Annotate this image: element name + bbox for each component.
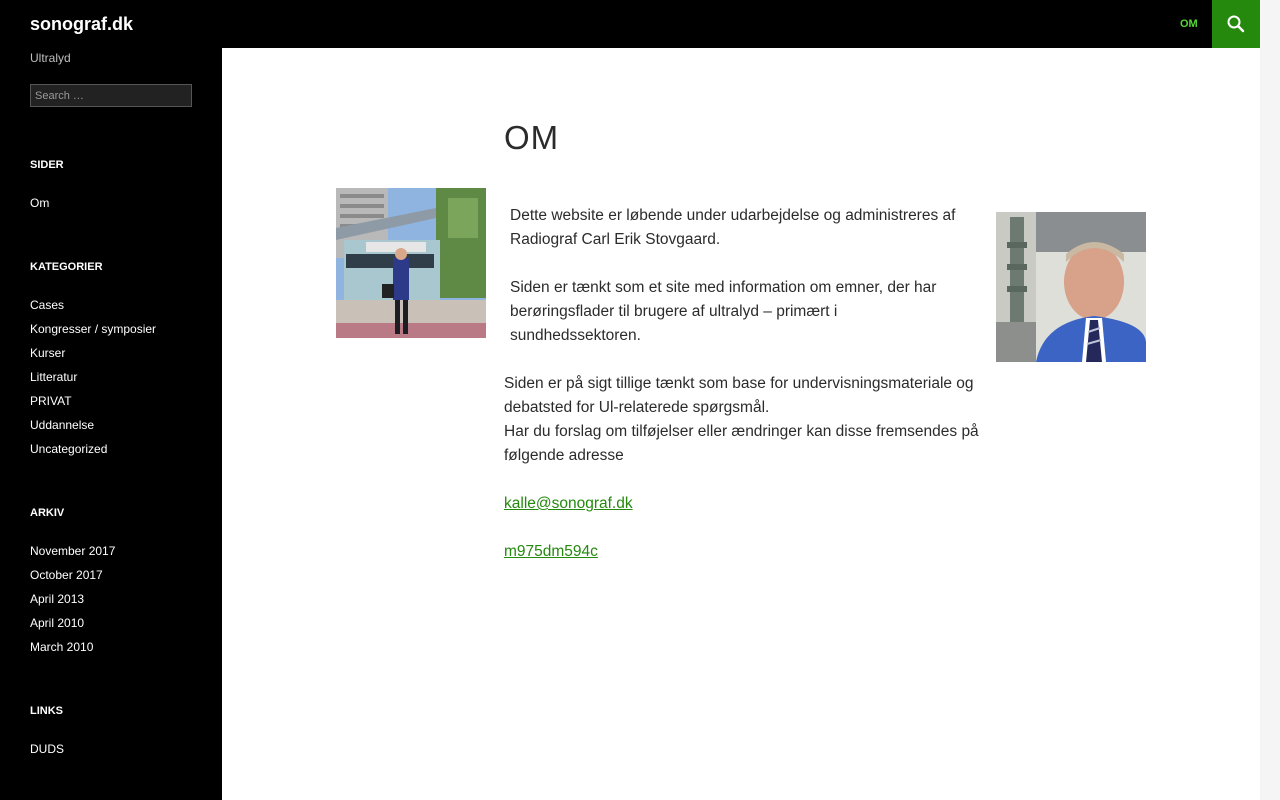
- code-link[interactable]: m975dm594c: [504, 543, 598, 560]
- widget-categories: [30, 260, 220, 456]
- page-link-om[interactable]: Om: [30, 196, 50, 210]
- portrait-photo: [996, 212, 1146, 362]
- email-link[interactable]: kalle@sonograf.dk: [504, 495, 633, 512]
- archive-link[interactable]: October 2017: [30, 568, 103, 582]
- site-tagline: Ultralyd: [30, 51, 71, 65]
- congress-photo: [336, 188, 486, 338]
- archive-link[interactable]: March 2010: [30, 640, 94, 654]
- category-link[interactable]: Litteratur: [30, 370, 78, 384]
- widget-archive: [30, 506, 220, 654]
- widget-title-pages: SIDER: [30, 159, 64, 171]
- page-title: OM: [504, 119, 560, 156]
- archive-link[interactable]: April 2010: [30, 616, 85, 630]
- archive-link[interactable]: April 2013: [30, 592, 85, 606]
- widget-links: [30, 704, 220, 756]
- link-duds[interactable]: DUDS: [30, 742, 65, 756]
- widget-pages: [30, 158, 220, 210]
- intro-paragraph-1: Dette website er løbende under udarbejdelse og administreres af Radiograf Carl Erik Stovgaard.: [510, 207, 956, 248]
- sidebar-search-input[interactable]: [30, 84, 192, 107]
- category-link[interactable]: Kurser: [30, 346, 66, 360]
- main-content: [222, 48, 1260, 800]
- archive-link[interactable]: November 2017: [30, 544, 116, 558]
- nav-item-om[interactable]: OM: [1180, 18, 1198, 30]
- category-link[interactable]: Uncategorized: [30, 442, 108, 456]
- intro-paragraph-2: Siden er tænkt som et site med information om emner, der har berøringsflader til brugere af ultralyd – primært i sundhedssektoren.: [510, 279, 937, 344]
- intro-paragraph-3: Siden er på sigt tillige tænkt som base for undervisningsmateriale og debatsted for Ul-relaterede spørgsmål.: [504, 375, 974, 416]
- category-link[interactable]: Cases: [30, 298, 65, 312]
- category-link[interactable]: PRIVAT: [30, 394, 72, 408]
- magnifier-icon: [1226, 14, 1246, 34]
- intro-paragraph-4: Har du forslag om tilføjelser eller ændringer kan disse fremsendes på følgende adresse: [504, 423, 979, 464]
- category-link[interactable]: Uddannelse: [30, 418, 95, 432]
- site-title-link[interactable]: sonograf.dk: [30, 14, 134, 34]
- sidebar: [0, 48, 222, 800]
- category-link[interactable]: Kongresser / symposier: [30, 322, 157, 336]
- site-header: [0, 0, 1260, 48]
- widget-title-categories: KATEGORIER: [30, 261, 103, 273]
- widget-title-archive: ARKIV: [30, 507, 65, 519]
- search-toggle-button[interactable]: [1212, 0, 1260, 48]
- widget-title-links: LINKS: [30, 705, 63, 717]
- page-right-margin: [1260, 0, 1280, 800]
